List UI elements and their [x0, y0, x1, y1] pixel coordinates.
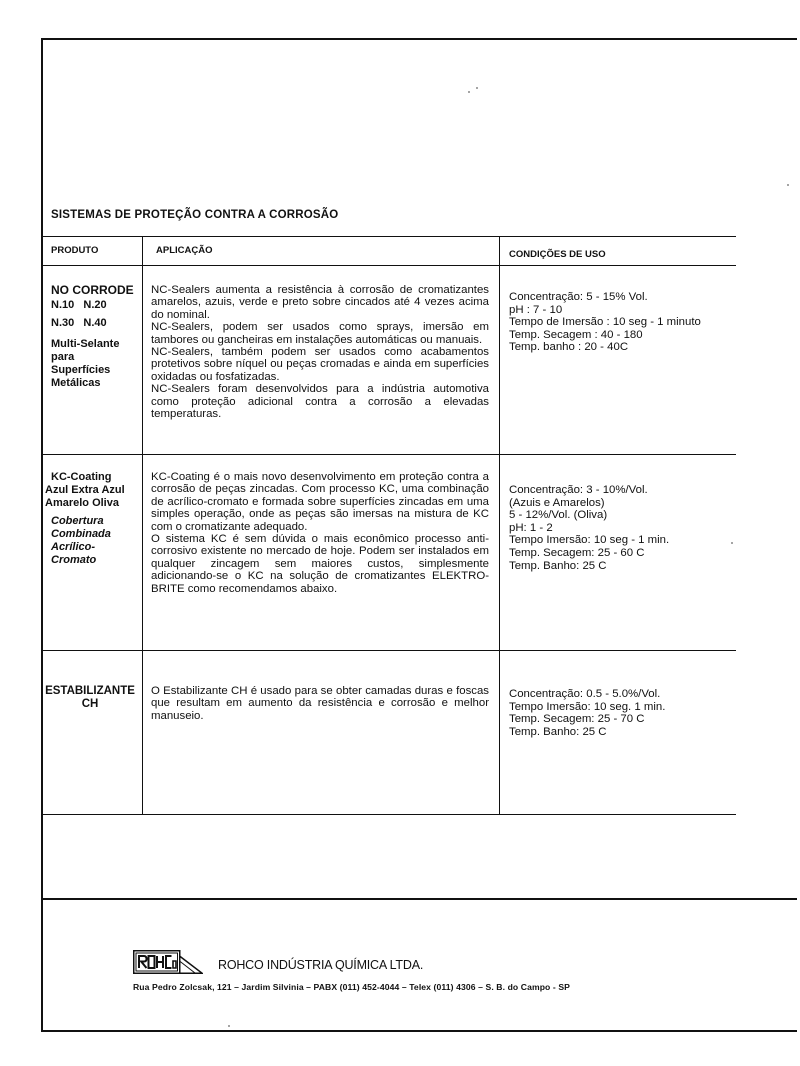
footer-rule — [43, 898, 797, 900]
product-desc: Metálicas — [51, 377, 101, 389]
product-name: ESTABILIZANTE — [45, 685, 135, 697]
product-desc: Cobertura — [51, 515, 104, 527]
product-desc: para — [51, 351, 75, 363]
product-name: NO CORRODE — [51, 283, 134, 297]
product-variant: Amarelo Oliva — [45, 497, 119, 509]
conditions-nocorrode — [509, 291, 789, 354]
application-paragraph: O sistema KC é sem dúvida o mais econômico processo anti-corrosivo existente no mercado de hoje. Podem ser instalados em qualquer zincagem sem maiores custos, simplesmente adicionando-se o KC na solução de cromatizantes ELEKTRO-BRITE como recomendamos abaixo. — [151, 533, 489, 595]
application-paragraph: NC-Sealers, também podem ser usados como acabamentos protetivos sobre níquel ou peças cromadas e ainda em superfícies oxidadas ou fosfatizadas. — [151, 346, 489, 383]
product-desc: Cromato — [51, 554, 97, 566]
condition-line: Temp. Banho: 25 C — [509, 559, 607, 572]
condition-line: Concentração: 0.5 - 5.0%/Vol. — [509, 688, 661, 700]
condition-line: Concentração: 5 - 15% Vol. — [509, 291, 648, 303]
product-desc: Acrílico- — [51, 541, 96, 553]
condition-line: Temp. Banho: 25 C — [509, 725, 607, 738]
product-desc: Multi-Selante — [51, 338, 120, 350]
condition-line: Temp. Secagem : 40 - 180 — [509, 328, 643, 341]
company-address: Rua Pedro Zolcsak, 121 – Jardim Silvinia – PABX (011) 452-4044 – Telex (011) 4306 – S. B. do Campo - SP — [133, 982, 570, 992]
col-header-aplicacao: APLICAÇÃO — [156, 245, 213, 256]
rohco-logo — [133, 950, 203, 974]
application-paragraph: NC-Sealers, podem ser usados como sprays, imersão em tambores ou gancheiras em instalações automáticas ou manuais. — [151, 321, 489, 346]
condition-line: Temp. Secagem: 25 - 70 C — [509, 713, 645, 726]
product-kccoating — [45, 471, 142, 567]
application-paragraph: NC-Sealers aumenta a resistência à corrosão de cromatizantes amarelos, azuis, verde e preto sobre cincados até 4 vezes acima do nominal. — [151, 284, 489, 321]
application-paragraph: NC-Sealers foram desenvolvidos para a indústria automotiva como proteção adicional contra a corrosão a elevadas temperaturas. — [151, 383, 489, 421]
condition-line: Temp. Secagem: 25 - 60 C — [509, 546, 645, 559]
application-paragraph: KC-Coating é o mais novo desenvolvimento em proteção contra a corrosão de peças zincadas. Com processo KC, uma combinação de acrílico-cromato e formada sobre superfícies zincadas em uma simples operação, onde as peças são imersas na mistura de KC com o cromatizante adequado. — [151, 471, 489, 533]
scan-speck — [787, 184, 789, 186]
header-rule — [43, 265, 736, 266]
application-estabilizante — [151, 685, 489, 722]
application-nocorrode — [151, 284, 489, 420]
condition-line: Temp. banho : 20 - 40C — [509, 341, 629, 354]
product-estabilizante — [38, 685, 142, 711]
col-divider-2 — [499, 236, 500, 814]
application-paragraph: O Estabilizante CH é usado para se obter camadas duras e foscas que resultam em aumento da resistência e corrosão e melhor manuseio. — [151, 685, 489, 722]
product-variant: CH — [81, 698, 99, 710]
condition-line: Tempo Imersão: 10 seg. 1 min. — [509, 700, 666, 713]
condition-line: Tempo Imersão: 10 seg - 1 min. — [509, 534, 670, 547]
row1-rule — [43, 454, 736, 455]
page-title: SISTEMAS DE PROTEÇÃO CONTRA A CORROSÃO — [51, 209, 339, 221]
title-rule — [43, 236, 736, 237]
conditions-estabilizante — [509, 688, 789, 738]
row3-rule — [43, 814, 736, 815]
row2-rule — [43, 650, 736, 651]
condition-line: pH: 1 - 2 — [509, 521, 553, 534]
product-nocorrode — [51, 284, 141, 390]
company-name: ROHCO INDÚSTRIA QUÍMICA LTDA. — [218, 958, 424, 972]
product-variant: N.30 N.40 — [51, 317, 107, 329]
product-variant: Azul Extra Azul — [45, 484, 125, 496]
col-divider-1 — [142, 236, 143, 814]
condition-line: 5 - 12%/Vol. (Oliva) — [509, 509, 608, 522]
conditions-kccoating — [509, 484, 789, 572]
scan-speck — [468, 91, 470, 93]
condition-line: Tempo de Imersão : 10 seg - 1 minuto — [509, 316, 701, 329]
application-kccoating — [151, 471, 489, 595]
scan-speck — [731, 542, 733, 544]
condition-line: pH : 7 - 10 — [509, 303, 563, 316]
scan-speck — [476, 87, 478, 89]
col-header-produto: PRODUTO — [51, 245, 99, 256]
condition-line: (Azuis e Amarelos) — [509, 496, 605, 509]
scan-speck — [228, 1025, 230, 1027]
col-header-condicoes: CONDIÇÕES DE USO — [509, 249, 606, 260]
product-desc: Superfícies — [51, 364, 111, 376]
product-name: KC-Coating — [51, 471, 112, 483]
product-desc: Combinada — [51, 528, 111, 540]
product-variant: N.10 N.20 — [51, 299, 107, 311]
condition-line: Concentração: 3 - 10%/Vol. — [509, 484, 648, 496]
